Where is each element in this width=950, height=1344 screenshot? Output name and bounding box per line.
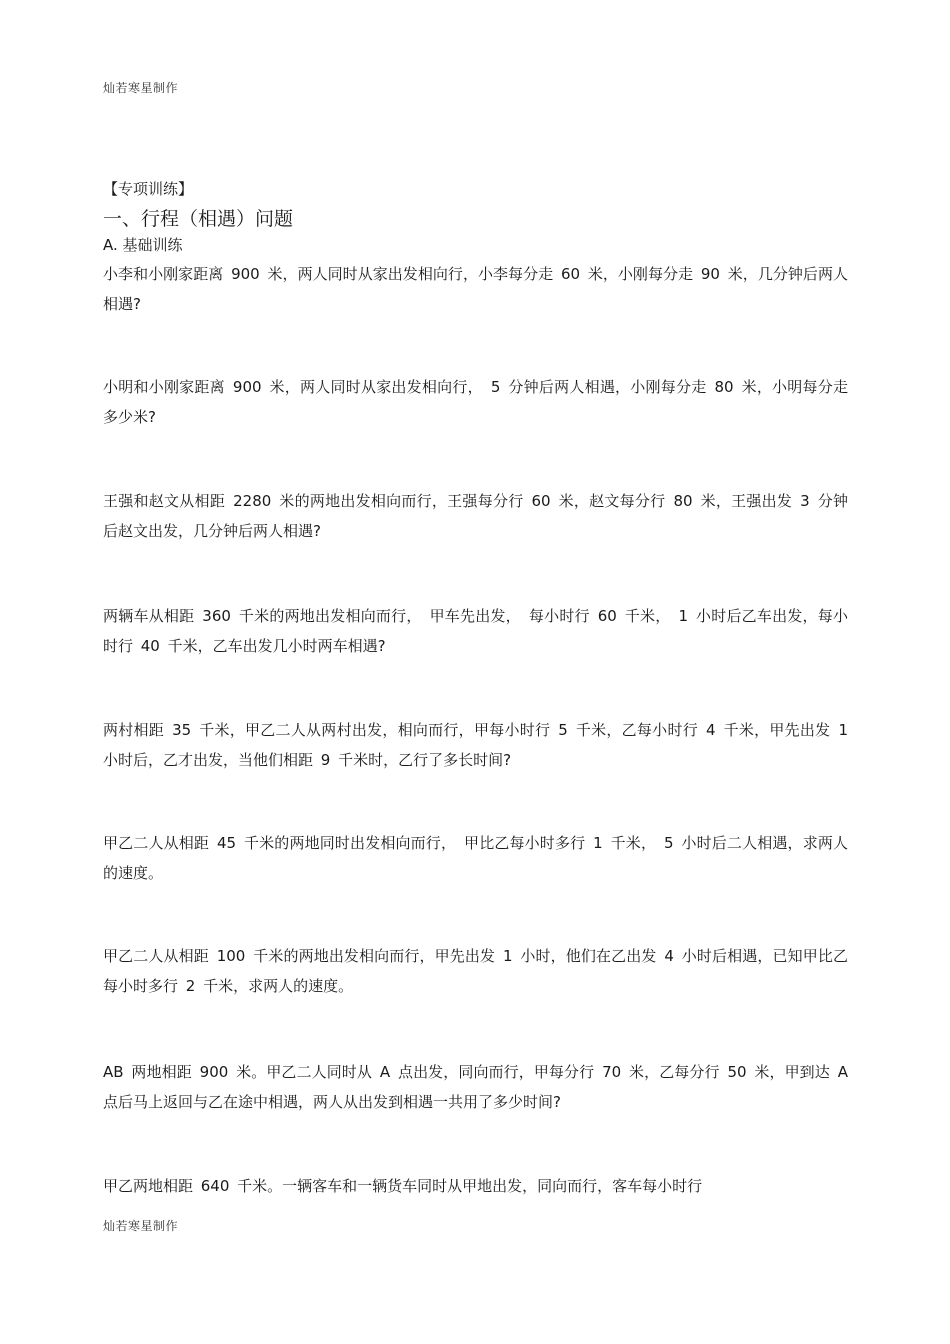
footer-watermark: 灿若寒星制作 [103,1219,179,1233]
subsection-heading: A. 基础训练 [103,236,183,254]
section-heading: 一、行程（相遇）问题 [103,208,294,230]
problem-7: 甲乙二人从相距 100 千米的两地出发相向而行，甲先出发 1 小时，他们在乙出发 4 小时后相遇，已知甲比乙每小时多行 2 千米，求两人的速度。 [103,947,848,995]
problem-6: 甲乙二人从相距 45 千米的两地同时出发相向而行， 甲比乙每小时多行 1 千米， 5 小时后二人相遇，求两人的速度。 [103,834,848,882]
problem-8: AB 两地相距 900 米。甲乙二人同时从 A 点出发，同向而行，甲每分行 70 米，乙每分行 50 米，甲到达 A 点后马上返回与乙在途中相遇，两人从出发到相遇一共用了多少时间? [103,1063,848,1111]
section-tag: 【专项训练】 [103,180,194,198]
problem-1: 小李和小刚家距离 900 米，两人同时从家出发相向行，小李每分走 60 米，小刚每分走 90 米，几分钟后两人相遇? [103,265,848,313]
problem-9: 甲乙两地相距 640 千米。一辆客车和一辆货车同时从甲地出发，同向而行，客车每小时行 [103,1177,703,1195]
header-watermark: 灿若寒星制作 [103,81,179,95]
problem-5: 两村相距 35 千米，甲乙二人从两村出发，相向而行，甲每小时行 5 千米，乙每小时行 4 千米，甲先出发 1 小时后，乙才出发，当他们相距 9 千米时，乙行了多长时间? [103,721,848,769]
problem-3: 王强和赵文从相距 2280 米的两地出发相向而行，王强每分行 60 米，赵文每分行 80 米，王强出发 3 分钟后赵文出发，几分钟后两人相遇? [103,492,848,540]
problem-4: 两辆车从相距 360 千米的两地出发相向而行， 甲车先出发， 每小时行 60 千米， 1 小时后乙车出发，每小时行 40 千米，乙车出发几小时两车相遇? [103,607,848,655]
problem-2: 小明和小刚家距离 900 米，两人同时从家出发相向行， 5 分钟后两人相遇，小刚每分走 80 米，小明每分走多少米? [103,378,848,426]
